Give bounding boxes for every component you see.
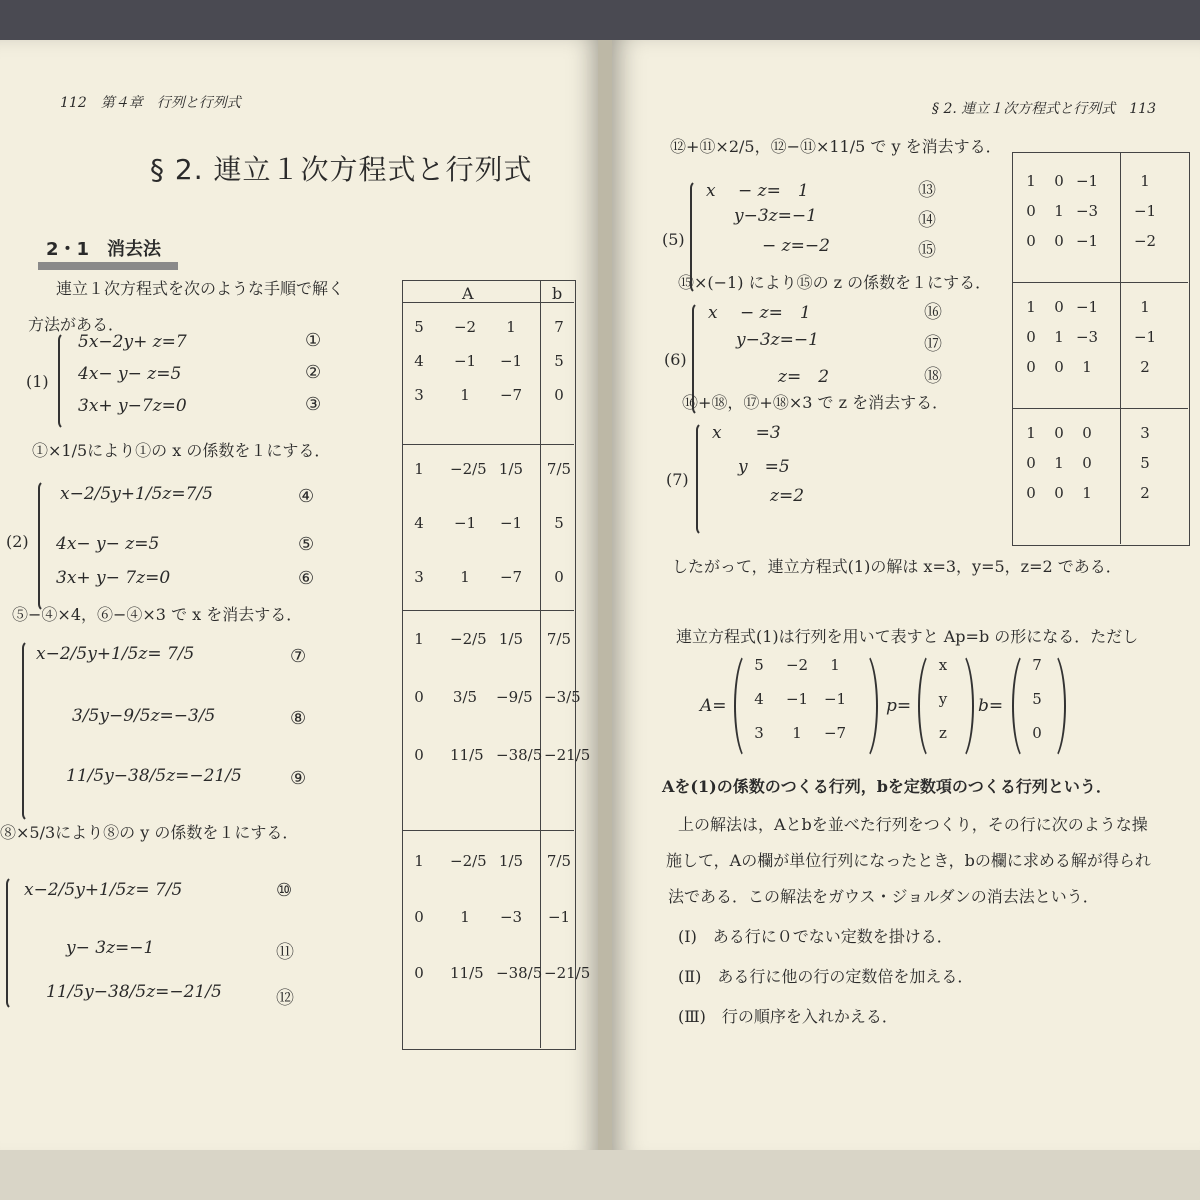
- vector-p-entry: y: [938, 690, 948, 708]
- left-matrix-cell: 1/5: [498, 460, 524, 478]
- definition: Aを(1)の係数のつくる行列，bを定数項のつくる行列という．: [662, 777, 1112, 796]
- left-matrix-cell: 0: [414, 908, 424, 926]
- step-1: ①×1/5により①の x の係数を１にする．: [32, 441, 331, 460]
- right-matrix-cell: 0: [1054, 424, 1064, 442]
- tag-5: ⑤: [298, 534, 315, 555]
- right-matrix-cell: 0: [1026, 202, 1036, 220]
- para-line-3: 法である．この解法をガウス・ジョルダンの消去法という．: [668, 887, 1099, 906]
- sys7-eq3: z=2: [770, 486, 805, 506]
- left-matrix-cell: −1: [499, 514, 523, 532]
- left-matrix-cell: 7/5: [546, 460, 572, 478]
- sys6-eq1: x − z= 1: [708, 303, 811, 323]
- right-matrix-cell: −2: [1133, 232, 1157, 250]
- right-matrix-cell: 1: [1026, 298, 1036, 316]
- left-page: [0, 40, 600, 1160]
- matrix-A-entry: 1: [830, 656, 840, 674]
- right-matrix-cell: −1: [1133, 202, 1157, 220]
- left-matrix-cell: 0: [414, 688, 424, 706]
- left-matrix-cell: 3: [414, 568, 424, 586]
- right-matrix-cell: 5: [1140, 454, 1150, 472]
- matrix-A-entry: −7: [823, 724, 847, 742]
- left-matrix-cell: −7: [499, 568, 523, 586]
- left-matrix-cell: −38/5: [496, 964, 543, 982]
- tag-13: ⑬: [918, 180, 936, 201]
- subsection-bar: [38, 262, 178, 270]
- sys4-eq1: x−2/5y+1/5z= 7/5: [24, 880, 183, 900]
- left-matrix-cell: −3/5: [544, 688, 581, 706]
- left-matrix-cell: 0: [554, 386, 564, 404]
- sys5-label: (5): [662, 230, 685, 249]
- left-matrix-cell: 3/5: [452, 688, 478, 706]
- sys2-label: (2): [6, 532, 29, 551]
- left-matrix-cell: 1: [460, 908, 470, 926]
- left-matrix-cell: −21/5: [544, 964, 591, 982]
- left-matrix-cell: 0: [414, 746, 424, 764]
- subsection-title: 2・1 消去法: [46, 239, 162, 260]
- left-matrix-cell: −38/5: [496, 746, 543, 764]
- right-matrix-cell: 0: [1054, 358, 1064, 376]
- rule-3: (Ⅲ) 行の順序を入れかえる．: [678, 1007, 898, 1026]
- sys5-eq1: x − z= 1: [706, 181, 809, 201]
- matrix-A-entry: −1: [823, 690, 847, 708]
- tag-15: ⑮: [918, 240, 936, 261]
- intro-line-1: 連立１次方程式を次のような手順で解く: [56, 279, 345, 298]
- vector-p-entry: z: [939, 724, 947, 742]
- sys6-label: (6): [664, 350, 687, 369]
- sys1-label: (1): [26, 372, 49, 391]
- matrix-A-entry: 4: [754, 690, 764, 708]
- right-matrix-cell: 1: [1082, 484, 1092, 502]
- sys6-eq2: y−3z=−1: [736, 330, 819, 350]
- tag-1: ①: [305, 330, 322, 351]
- right-matrix-cell: 0: [1082, 424, 1092, 442]
- right-table-divider: [1120, 152, 1121, 544]
- sys3-eq3: 11/5y−38/5z=−21/5: [66, 766, 242, 786]
- step-4: ⑫+⑪×2/5，⑫−⑪×11/5 で y を消去する．: [670, 137, 1002, 156]
- left-matrix-cell: 5: [554, 352, 564, 370]
- right-matrix-cell: −1: [1075, 172, 1099, 190]
- tag-3: ③: [305, 394, 322, 415]
- sys3-brace: [22, 640, 32, 822]
- sys4-eq2: y− 3z=−1: [66, 938, 155, 958]
- right-matrix-cell: 1: [1054, 454, 1064, 472]
- left-matrix-cell: 7: [554, 318, 564, 336]
- tag-8: ⑧: [290, 708, 307, 729]
- matrix-A-entry: −2: [785, 656, 809, 674]
- tag-18: ⑱: [924, 366, 942, 387]
- tag-16: ⑯: [924, 302, 942, 323]
- tag-2: ②: [305, 362, 322, 383]
- right-matrix-cell: −1: [1075, 232, 1099, 250]
- right-matrix-cell: 1: [1054, 202, 1064, 220]
- sys5-eq3: − z=−2: [762, 236, 830, 256]
- left-matrix-cell: 11/5: [450, 746, 484, 764]
- right-block-sep-1: [1012, 282, 1188, 283]
- right-matrix-cell: 0: [1054, 298, 1064, 316]
- left-matrix-cell: 1: [414, 460, 424, 478]
- sys1-eq3: 3x+ y−7z=0: [78, 396, 187, 416]
- left-matrix-cell: 11/5: [450, 964, 484, 982]
- right-matrix-cell: −3: [1075, 202, 1099, 220]
- tag-17: ⑰: [924, 334, 942, 355]
- vector-b-entry: 5: [1032, 690, 1042, 708]
- sys2-eq3: 3x+ y− 7z=0: [56, 568, 171, 588]
- b-label: b=: [978, 696, 1004, 716]
- left-matrix-cell: 7/5: [546, 630, 572, 648]
- right-header: § 2. 連立１次方程式と行列式 113: [932, 101, 1156, 117]
- vector-b-entry: 0: [1032, 724, 1042, 742]
- left-matrix-cell: −1: [547, 908, 571, 926]
- conclusion: したがって，連立方程式(1)の解は x=3，y=5，z=2 である．: [672, 557, 1122, 576]
- rule-2: (Ⅱ) ある行に他の行の定数倍を加える．: [678, 967, 974, 986]
- tag-4: ④: [298, 486, 315, 507]
- sys4-brace: [6, 876, 16, 1010]
- left-matrix-cell: −2/5: [450, 630, 487, 648]
- step-3: ⑧×5/3により⑧の y の係数を１にする．: [0, 823, 299, 842]
- vector-p-entry: x: [938, 656, 948, 674]
- left-matrix-cell: −3: [499, 908, 523, 926]
- table-head-b: b: [552, 284, 563, 303]
- right-matrix-cell: 1: [1054, 328, 1064, 346]
- tag-10: ⑩: [276, 880, 293, 901]
- left-matrix-cell: −21/5: [544, 746, 591, 764]
- right-matrix-cell: 1: [1026, 424, 1036, 442]
- sys2-eq1: x−2/5y+1/5z=7/5: [60, 484, 213, 504]
- left-matrix-cell: 1: [506, 318, 516, 336]
- left-table-header-line: [402, 302, 574, 303]
- left-block-sep-3: [402, 830, 574, 831]
- left-matrix-cell: 1: [460, 386, 470, 404]
- left-block-sep-2: [402, 610, 574, 611]
- left-matrix-cell: −7: [499, 386, 523, 404]
- sys1-brace: [58, 332, 68, 430]
- right-matrix-cell: 0: [1026, 328, 1036, 346]
- left-matrix-cell: 0: [414, 964, 424, 982]
- right-page: [612, 40, 1200, 1160]
- tag-7: ⑦: [290, 646, 307, 667]
- left-matrix-cell: 7/5: [546, 852, 572, 870]
- matrix-A-entry: −1: [785, 690, 809, 708]
- right-matrix-cell: −1: [1075, 298, 1099, 316]
- sys7-label: (7): [666, 470, 689, 489]
- sys4-eq3: 11/5y−38/5z=−21/5: [46, 982, 222, 1002]
- tag-12: ⑫: [276, 988, 294, 1009]
- right-matrix-cell: 0: [1054, 484, 1064, 502]
- matrix-intro: 連立方程式(1)は行列を用いて表すと Ap=b の形になる．ただし: [676, 627, 1139, 646]
- right-matrix-cell: 1: [1026, 172, 1036, 190]
- left-block-sep-1: [402, 444, 574, 445]
- sys3-eq1: x−2/5y+1/5z= 7/5: [36, 644, 195, 664]
- right-matrix-cell: −3: [1075, 328, 1099, 346]
- para-line-1: 上の解法は，Aとbを並べた行列をつくり，その行に次のような操: [678, 815, 1148, 834]
- right-matrix-cell: 1: [1140, 172, 1150, 190]
- section-title: § 2. 連立１次方程式と行列式: [150, 153, 533, 186]
- left-matrix-cell: −2/5: [450, 460, 487, 478]
- sys1-eq2: 4x− y− z=5: [78, 364, 182, 384]
- sys3-eq2: 3/5y−9/5z=−3/5: [72, 706, 216, 726]
- sys2-brace: [38, 480, 48, 612]
- right-block-sep-2: [1012, 408, 1188, 409]
- right-matrix-cell: 0: [1026, 232, 1036, 250]
- left-matrix-cell: 3: [414, 386, 424, 404]
- right-matrix-cell: 1: [1082, 358, 1092, 376]
- A-paren-right: [848, 650, 878, 762]
- left-matrix-cell: 4: [414, 514, 424, 532]
- right-matrix-cell: 0: [1082, 454, 1092, 472]
- right-matrix-cell: 0: [1026, 454, 1036, 472]
- left-matrix-cell: −1: [453, 352, 477, 370]
- left-matrix-cell: −9/5: [496, 688, 533, 706]
- sys5-eq2: y−3z=−1: [734, 206, 817, 226]
- left-table-divider: [540, 280, 541, 1048]
- left-matrix-cell: 1/5: [498, 852, 524, 870]
- right-matrix-cell: 2: [1140, 484, 1150, 502]
- left-header: 112 第４章 行列と行列式: [60, 95, 241, 111]
- matrix-A-entry: 3: [754, 724, 764, 742]
- right-matrix-cell: 2: [1140, 358, 1150, 376]
- A-label: A=: [700, 696, 727, 716]
- right-matrix-cell: 0: [1054, 232, 1064, 250]
- right-matrix-cell: 0: [1026, 358, 1036, 376]
- tag-11: ⑪: [276, 942, 294, 963]
- table-head-a: A: [462, 284, 474, 303]
- p-label: p=: [886, 696, 912, 716]
- left-matrix-cell: −2/5: [450, 852, 487, 870]
- tag-9: ⑨: [290, 768, 307, 789]
- right-matrix-cell: 0: [1054, 172, 1064, 190]
- sys2-eq2: 4x− y− z=5: [56, 534, 160, 554]
- left-matrix-cell: 1: [414, 852, 424, 870]
- table-surface: [0, 1150, 1200, 1200]
- step-2: ⑤−④×4，⑥−④×3 で x を消去する．: [12, 605, 303, 624]
- left-matrix-cell: 1: [460, 568, 470, 586]
- left-matrix-cell: −1: [499, 352, 523, 370]
- para-line-2: 施して，Aの欄が単位行列になったとき，bの欄に求める解が得られ: [666, 851, 1151, 870]
- left-matrix-cell: 0: [554, 568, 564, 586]
- matrix-A-entry: 1: [792, 724, 802, 742]
- tag-6: ⑥: [298, 568, 315, 589]
- matrix-A-entry: 5: [754, 656, 764, 674]
- left-matrix-cell: 5: [414, 318, 424, 336]
- vector-b-entry: 7: [1032, 656, 1042, 674]
- right-matrix-cell: −1: [1133, 328, 1157, 346]
- step-6: ⑯+⑱，⑰+⑱×3 で z を消去する．: [682, 393, 949, 412]
- left-matrix-cell: −2: [453, 318, 477, 336]
- left-matrix-cell: −1: [453, 514, 477, 532]
- right-matrix-cell: 3: [1140, 424, 1150, 442]
- sys1-eq1: 5x−2y+ z=7: [78, 332, 187, 352]
- sys7-eq1: x =3: [712, 423, 781, 443]
- sys7-brace: [696, 422, 706, 536]
- right-matrix-cell: 0: [1026, 484, 1036, 502]
- left-matrix-cell: 5: [554, 514, 564, 532]
- left-matrix-cell: 1: [414, 630, 424, 648]
- rule-1: (Ⅰ) ある行に０でない定数を掛ける．: [678, 927, 953, 946]
- step-5: ⑮×(−1) により⑮の z の係数を１にする．: [678, 273, 992, 292]
- intro-line-2: 方法がある．: [28, 315, 125, 334]
- sys6-eq3: z= 2: [778, 367, 830, 387]
- right-matrix-cell: 1: [1140, 298, 1150, 316]
- left-matrix-cell: 1/5: [498, 630, 524, 648]
- tag-14: ⑭: [918, 210, 936, 231]
- left-matrix-cell: 4: [414, 352, 424, 370]
- sys7-eq2: y =5: [738, 457, 790, 477]
